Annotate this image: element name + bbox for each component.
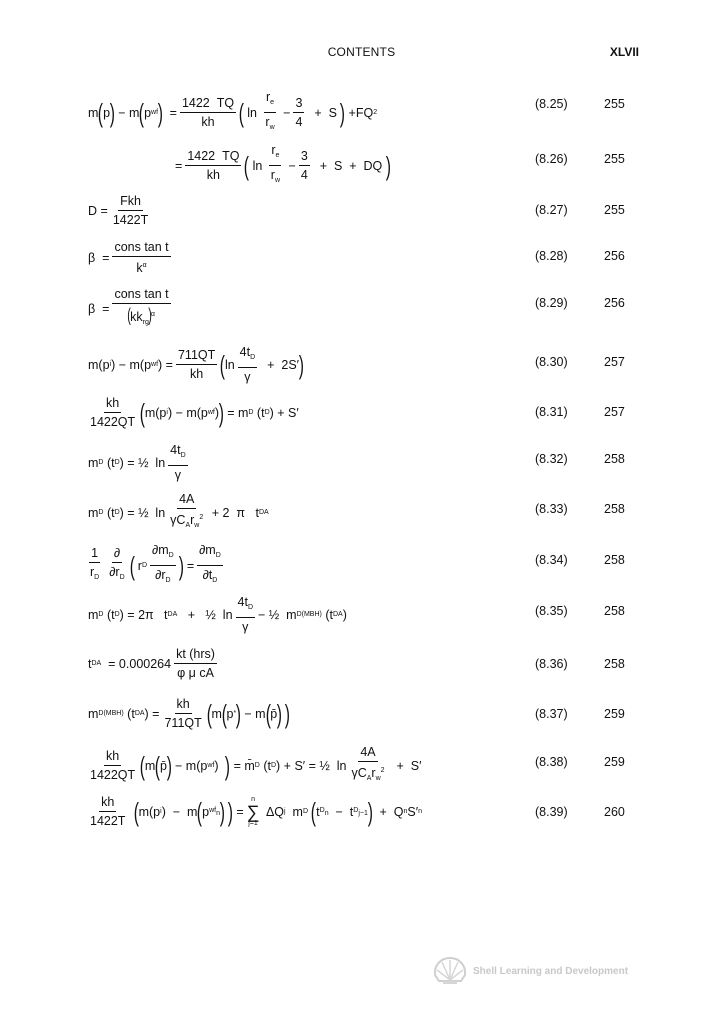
equation-8-34: $\frac{1}{r_D}$ $\frac{\partial}{\partial r_D}$ ( r D $\frac{\partial m_D}{\partial r_D}$ ) = $\frac{\partial m_D}{\partial t_D}$ xyxy=(90,543,221,584)
equation-page: 255 xyxy=(604,97,625,111)
equation-number: (8.39) xyxy=(535,805,568,819)
equation-number: (8.35) xyxy=(535,604,568,618)
equation-number: (8.31) xyxy=(535,405,568,419)
equation-page: 255 xyxy=(604,203,625,217)
equation-number: (8.29) xyxy=(535,296,568,310)
equation-number: (8.28) xyxy=(535,249,568,263)
equation-page: 257 xyxy=(604,405,625,419)
page-number: XLVII xyxy=(609,45,639,59)
equation-page: 258 xyxy=(604,657,625,671)
equation-8-30: m(p i ) − m(p wf ) = $\frac{711QT}{kh}$ ( ln $\frac{4t_D}{\gamma}$ + 2S′ ) xyxy=(88,345,304,384)
equation-page: 259 xyxy=(604,755,625,769)
equation-8-25: m ( p ) − m ( p wf ) = $\frac{1422 TQ}{kh}$ ( ln $\frac{r_e}{r_w}$ − $\frac{3}{4}$ + S ) +FQ 2 xyxy=(88,90,378,131)
equation-8-31: $\frac{kh}{1422QT}$ ( m(p i ) − m(p wf ) ) = m D (t D ) + S′ xyxy=(90,396,299,429)
footer xyxy=(433,956,628,986)
equation-number: (8.32) xyxy=(535,452,568,466)
equation-number: (8.33) xyxy=(535,502,568,516)
equation-8-32: m D (t D ) = ½ ln $\frac{4t_D}{\gamma}$ xyxy=(88,443,186,482)
equation-number: (8.30) xyxy=(535,355,568,369)
equation-number: (8.27) xyxy=(535,203,568,217)
shell-logo-icon xyxy=(433,956,467,986)
footer-text: Shell Learning and Development xyxy=(473,965,629,977)
equation-8-26: = $\frac{1422 TQ}{kh}$ ( ln $\frac{r_e}{r_w}$ − $\frac{3}{4}$ + S + DQ ) xyxy=(175,143,391,184)
equation-number: (8.36) xyxy=(535,657,568,671)
equation-8-38: $\frac{kh}{1422QT}$ ( m ( p̄ ) − m(p wf ) ) = m̄ D (t D ) + S′ = ½ ln $\frac{4A}{\gamma C_Ar_w^2}$ + S′ xyxy=(90,745,422,782)
equation-page: 258 xyxy=(604,452,625,466)
equation-8-37: m D(MBH) (t DA ) = $\frac{kh}{711QT}$ ( m ( p * ) − m ( p̄ ) ) xyxy=(88,697,291,730)
equation-number: (8.38) xyxy=(535,755,568,769)
equation-number: (8.34) xyxy=(535,553,568,567)
equation-page: 258 xyxy=(604,502,625,516)
equation-8-27: D = $\frac{\text{Fkh}}{1422T}$ xyxy=(88,194,149,227)
equation-page: 258 xyxy=(604,553,625,567)
equation-8-36: t DA = 0.000264 $\frac{\text{kt (hrs)}}{\text{φ μ cA}}$ xyxy=(88,647,215,680)
equation-page: 256 xyxy=(604,296,625,310)
equation-page: 255 xyxy=(604,152,625,166)
equation-number: (8.25) xyxy=(535,97,568,111)
equation-page: 260 xyxy=(604,805,625,819)
equation-8-29: β = $\frac{\text{cons tan t}}{(kk_{rg})^\alpha}$ xyxy=(88,287,169,326)
page-header-title: CONTENTS xyxy=(327,45,396,59)
equation-number: (8.37) xyxy=(535,707,568,721)
equation-page: 258 xyxy=(604,604,625,618)
equation-page: 259 xyxy=(604,707,625,721)
equation-8-33: m D (t D ) = ½ ln $\frac{4A}{\gamma C_Ar_w^2}$ + 2 π t DA xyxy=(88,492,269,529)
equation-page: 257 xyxy=(604,355,625,369)
equation-page: 256 xyxy=(604,249,625,263)
equation-8-28: β = $\frac{\text{cons tan t}}{k^\alpha}$ xyxy=(88,240,169,275)
equation-8-35: m D (t D ) = 2π t DA + ½ ln $\frac{4t_D}{\gamma}$ − ½ m D(MBH) (t DA ) xyxy=(88,595,347,634)
equation-number: (8.26) xyxy=(535,152,568,166)
equation-8-39: $\frac{kh}{1422T}$ ( m(p i ) − m ( p $wf_n$ ) ) = n ∑ j=1 ΔQ j m D ( t $D_n$ − t $D_{j-1}$ ) + Q n S′ n xyxy=(90,795,422,828)
